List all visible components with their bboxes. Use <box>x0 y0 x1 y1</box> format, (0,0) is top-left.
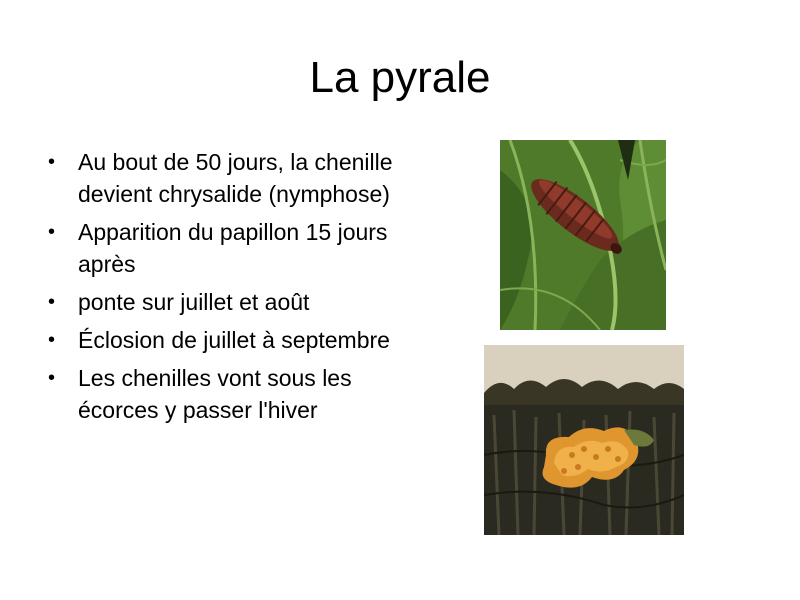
bullet-item <box>48 286 408 318</box>
bullet-text: ponte sur juillet et août <box>78 289 310 315</box>
bullet-item <box>48 362 408 426</box>
bullet-dot-icon: • <box>48 329 56 351</box>
chrysalis-photo <box>500 140 666 330</box>
bullet-dot-icon: • <box>48 367 56 389</box>
slide-title: La pyrale <box>309 53 491 102</box>
bullet-item <box>48 146 408 210</box>
bullet-dot-icon: • <box>48 291 56 313</box>
bullet-text: Les chenilles vont sous les écorces y passer l'hiver <box>78 365 352 423</box>
bullet-dot-icon: • <box>48 151 56 173</box>
bullet-text: Apparition du papillon 15 jours après <box>78 219 388 277</box>
bullet-item <box>48 324 408 356</box>
bullet-text: Éclosion de juillet à septembre <box>78 327 390 353</box>
bullet-item <box>48 216 408 280</box>
egg-mass-illustration <box>484 345 684 535</box>
bullet-text: Au bout de 50 jours, la chenille devient chrysalide (nymphose) <box>78 149 393 207</box>
eggs-photo <box>484 345 684 535</box>
chrysalis-illustration <box>500 140 666 330</box>
bullet-dot-icon: • <box>48 221 56 243</box>
bullet-list <box>48 146 408 432</box>
